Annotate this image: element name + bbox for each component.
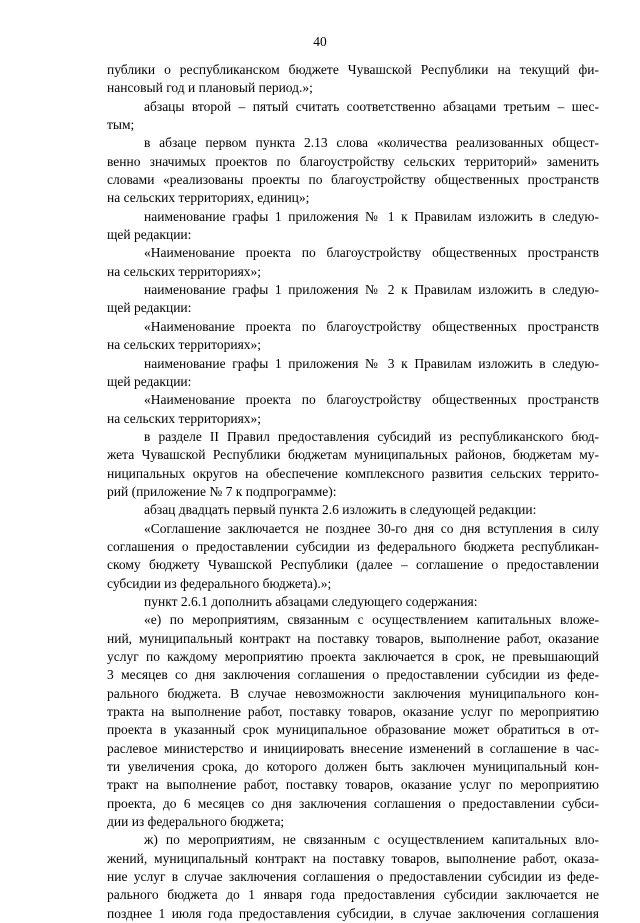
text-line: жета Чувашской Республики бюджетам муниципальных районов, бюджетам му- <box>107 447 599 463</box>
text-line: жений, муниципальный контракт на поставку товаров, выполнение работ, оказа- <box>107 850 599 866</box>
text-line: щей редакции: <box>107 373 192 389</box>
text-line: наименование графы 1 приложения № 1 к Правилам изложить в следую- <box>144 208 599 224</box>
text-line: «Соглашение заключается не позднее 30-го дня со дня вступления в силу <box>144 520 599 536</box>
text-line: раслевое министерство и инициировать внесение изменений в соглашение в час- <box>107 740 599 756</box>
text-line: проекта, до 6 месяцев со дня заключения соглашения о предоставлении субси- <box>107 795 599 811</box>
text-line: щей редакции: <box>107 227 192 243</box>
text-line: тракт на выполнение работ, поставку товаров, оказание услуг по мероприятию <box>107 777 599 793</box>
text-line: скому бюджету Чувашской Республики (далее – соглашение о предоставлении <box>107 557 599 573</box>
text-line: 3 месяцев со дня заключения соглашения о предоставлении субсидии из феде- <box>107 667 599 683</box>
text-line: ж) по мероприятиям, не связанным с осуществлением капитальных вло- <box>144 832 599 848</box>
body-text <box>107 61 599 923</box>
text-line: услуг по каждому мероприятию проекта заключается в срок, не превышающий <box>107 649 599 664</box>
text-line: на сельских территориях»; <box>107 263 262 279</box>
text-line: «Наименование проекта по благоустройству общественных пространств <box>144 392 599 408</box>
text-line: ниципальных округов на обеспечение комплексного развития сельских террито- <box>107 465 599 481</box>
text-line: наименование графы 1 приложения № 2 к Правилам изложить в следую- <box>144 282 599 298</box>
text-line: «Наименование проекта по благоустройству общественных пространств <box>144 245 599 261</box>
text-line: абзац двадцать первый пункта 2.6 изложить в следующей редакции: <box>144 502 537 518</box>
text-line: наименование графы 1 приложения № 3 к Правилам изложить в следую- <box>144 355 599 371</box>
page-number: 40 <box>313 34 327 49</box>
text-line: тракта на выполнение работ, поставку товаров, оказание услуг по мероприятию <box>107 704 599 720</box>
text-line: публики о республиканском бюджете Чувашской Республики на текущий фи- <box>107 62 599 77</box>
text-line: на сельских территориях, единиц»; <box>107 190 310 206</box>
text-line: дии из федерального бюджета; <box>107 814 285 830</box>
text-line: ний, муниципальный контракт на поставку товаров, выполнение работ, оказание <box>107 630 599 646</box>
text-line: «е) по мероприятиям, связанным с осуществлением капитальных вложе- <box>144 612 599 628</box>
text-line: ние услуг в случае заключения соглашения о предоставлении субсидии из феде- <box>107 869 599 885</box>
text-line: словами «реализованы проекты по благоустройству общественных пространств <box>107 172 599 188</box>
text-line: венно значимых проектов по благоустройству сельских территорий» заменить <box>107 153 599 169</box>
text-line: в абзаце первом пункта 2.13 слова «количества реализованных общест- <box>144 135 599 151</box>
text-line: щей редакции: <box>107 300 192 316</box>
text-line: рального бюджета до 1 января года предоставления субсидии заключается не <box>107 887 599 903</box>
text-line: на сельских территориях»; <box>107 410 262 426</box>
text-line: пункт 2.6.1 дополнить абзацами следующего содержания: <box>144 593 478 609</box>
text-line: ти увеличения срока, до которого должен быть заключен муниципальный кон- <box>107 759 599 775</box>
text-line: в разделе II Правил предоставления субсидий из республиканского бюд- <box>144 428 599 444</box>
text-line: рального бюджета. В случае невозможности заключения муниципального кон- <box>107 685 599 701</box>
text-line: рий (приложение № 7 к подпрограмме): <box>107 483 337 499</box>
text-line: соглашения о предоставлении субсидии из федерального бюджета республикан- <box>107 538 599 554</box>
text-line: тым; <box>107 117 135 133</box>
text-line: «Наименование проекта по благоустройству общественных пространств <box>144 318 599 334</box>
text-line: проекта в указанный срок муниципальное образование может обратиться в от- <box>107 722 599 738</box>
text-line: нансовый год и плановый период.»; <box>107 80 313 96</box>
text-line: абзацы второй – пятый считать соответственно абзацами третьим – шес- <box>144 98 599 114</box>
text-line: на сельских территориях»; <box>107 337 262 353</box>
text-line: позднее 1 июля года предоставления субсидии, в случае заключения соглашения <box>107 905 599 921</box>
text-line: субсидии из федерального бюджета).»; <box>107 575 332 591</box>
